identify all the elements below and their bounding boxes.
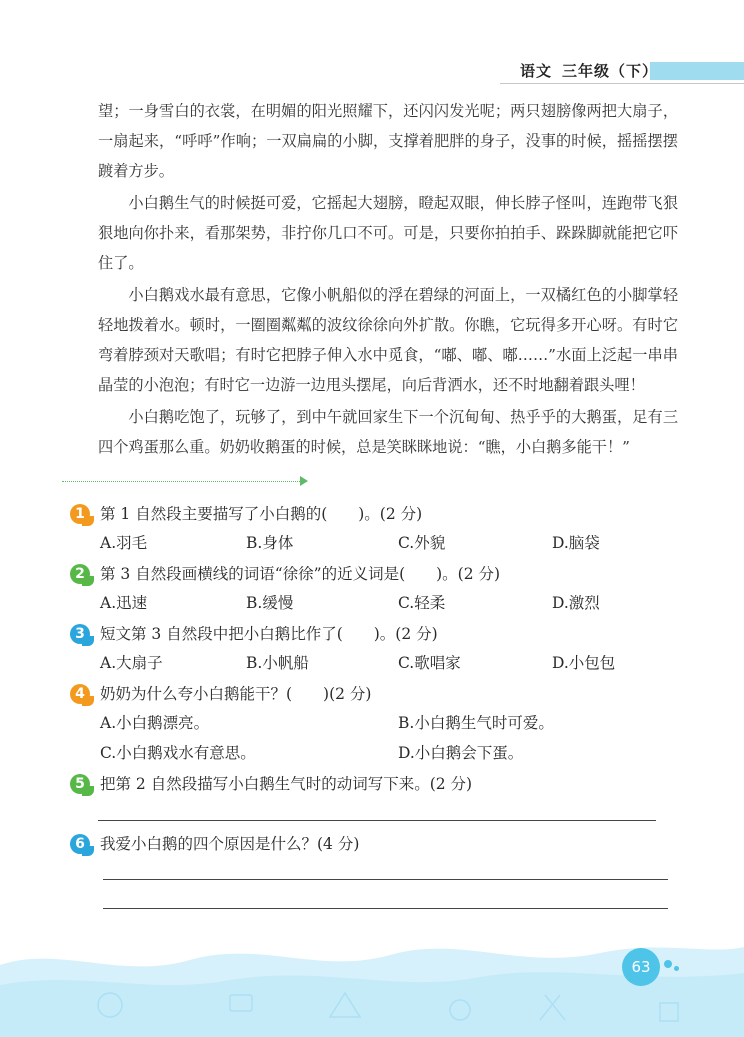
section-divider: [62, 481, 302, 482]
header-subject: 语文: [520, 62, 553, 80]
options: [70, 528, 690, 558]
option-c[interactable]: C.外貌: [398, 534, 446, 552]
question-1: [70, 500, 690, 558]
option-a[interactable]: A.羽毛: [100, 534, 148, 552]
header-rule: [500, 83, 744, 84]
options: [70, 708, 690, 738]
option-d[interactable]: D.小白鹅会下蛋。: [398, 744, 524, 762]
option-c[interactable]: C.小白鹅戏水有意思。: [100, 744, 256, 762]
header-grade: 三年级（下）: [562, 62, 659, 80]
question-2: [70, 560, 690, 618]
answer-line[interactable]: [103, 879, 668, 880]
question-number-badge: 1: [70, 504, 90, 524]
question-4: [70, 680, 690, 768]
question-number-badge: 5: [70, 774, 90, 794]
arrow-right-icon: [300, 476, 308, 486]
question-text: 第 1 自然段主要描写了小白鹅的( )。(2 分): [100, 505, 423, 523]
option-c[interactable]: C.歌唱家: [398, 654, 461, 672]
question-6: [70, 830, 690, 858]
option-a[interactable]: A.大扇子: [100, 654, 163, 672]
options: [70, 588, 690, 618]
page-number: 63: [622, 948, 660, 986]
passage-paragraph: 望；一身雪白的衣裳，在明媚的阳光照耀下，还闪闪发光呢；两只翅膀像两把大扇子，一扇起来，“呼呼”作响；一双扁扁的小脚，支撑着肥胖的身子，没事的时候，摇摇摆摆踱着方步。: [98, 102, 678, 180]
option-b[interactable]: B.缓慢: [246, 594, 294, 612]
question-text: 奶奶为什么夸小白鹅能干？( )(2 分): [100, 685, 372, 703]
question-number-badge: 3: [70, 624, 90, 644]
question-number-badge: 4: [70, 684, 90, 704]
question-number-badge: 6: [70, 834, 90, 854]
page-header: [500, 60, 744, 82]
question-text: 我爱小白鹅的四个原因是什么？(4 分): [100, 835, 360, 853]
passage-paragraph: 小白鹅吃饱了，玩够了，到中午就回家生下一个沉甸甸、热乎乎的大鹅蛋，足有三四个鸡蛋那么重。奶奶收鹅蛋的时候，总是笑眯眯地说：“瞧，小白鹅多能干！”: [98, 408, 678, 456]
header-accent-bar: [650, 62, 744, 80]
option-b[interactable]: B.小帆船: [246, 654, 309, 672]
answer-line[interactable]: [98, 820, 656, 821]
reading-passage: [98, 96, 678, 464]
options: [70, 648, 690, 678]
options: [70, 738, 690, 768]
option-d[interactable]: D.脑袋: [552, 534, 600, 552]
header-title: [520, 60, 658, 82]
option-d[interactable]: D.小包包: [552, 654, 616, 672]
answer-line[interactable]: [103, 908, 668, 909]
option-c[interactable]: C.轻柔: [398, 594, 446, 612]
passage-paragraph: 小白鹅生气的时候挺可爱，它摇起大翅膀，瞪起双眼，伸长脖子怪叫，连跑带飞狠狠地向你扑来，看那架势，非拧你几口不可。可是，只要你拍拍手、跺跺脚就能把它吓住了。: [98, 194, 678, 272]
option-a[interactable]: A.迅速: [100, 594, 148, 612]
option-a[interactable]: A.小白鹅漂亮。: [100, 714, 210, 732]
question-text: 第 3 自然段画横线的词语“徐徐”的近义词是( )。(2 分): [100, 565, 501, 583]
option-b[interactable]: B.小白鹅生气时可爱。: [398, 714, 554, 732]
question-text: 短文第 3 自然段中把小白鹅比作了( )。(2 分): [100, 625, 438, 643]
option-d[interactable]: D.激烈: [552, 594, 600, 612]
question-text: 把第 2 自然段描写小白鹅生气时的动词写下来。(2 分): [100, 775, 473, 793]
decorative-dot: [664, 960, 672, 968]
passage-paragraph: 小白鹅戏水最有意思，它像小帆船似的浮在碧绿的河面上，一双橘红色的小脚掌轻轻地拨着水。顿时，一圈圈粼粼的波纹徐徐向外扩散。你瞧，它玩得多开心呀。有时它弯着脖颈对天歌唱；有时它把脖子伸入水中觅食，“嘟、嘟、嘟……”水面上泛起一串串晶莹的小泡泡；有时它一边游一边甩头摆尾，向后背洒水，还不时地翻着跟头哩！: [98, 286, 678, 394]
decorative-dot: [674, 966, 679, 971]
option-b[interactable]: B.身体: [246, 534, 294, 552]
question-3: [70, 620, 690, 678]
question-number-badge: 2: [70, 564, 90, 584]
question-5: [70, 770, 690, 798]
